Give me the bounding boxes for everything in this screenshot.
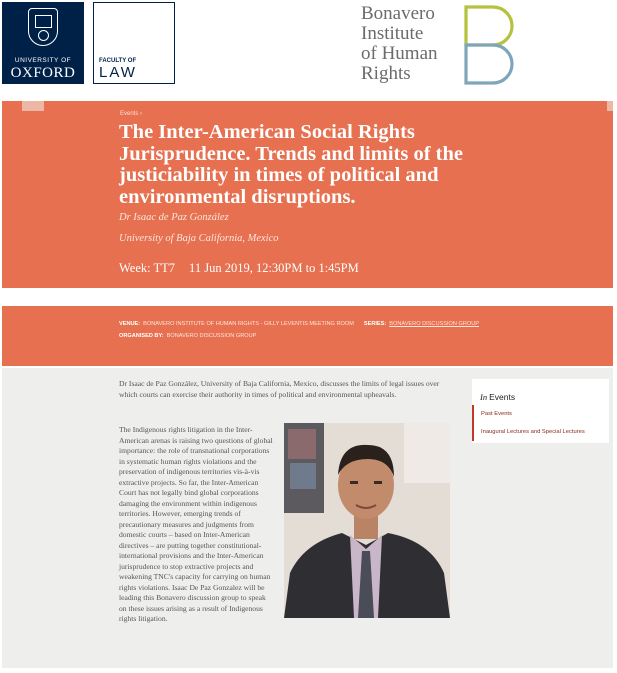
sidebar-in-label: In — [480, 392, 488, 402]
bonavero-line: Bonavero — [361, 3, 435, 24]
speaker-portrait-image — [284, 423, 450, 618]
sidebar-item-inaugural-lectures[interactable]: Inaugural Lectures and Special Lectures — [472, 423, 609, 441]
bonavero-line: of Human — [361, 43, 438, 64]
organiser-row — [119, 333, 266, 339]
sidebar-item-past-events[interactable]: Past Events — [472, 405, 609, 423]
faculty-of-text: FACULTY OF — [99, 58, 137, 64]
site-header — [0, 0, 617, 92]
bonavero-line: Institute — [361, 23, 424, 44]
law-text: LAW — [99, 64, 137, 81]
oxford-name-text: OXFORD — [10, 65, 76, 81]
venue-label: VENUE: — [119, 321, 141, 327]
oxford-university-text: UNIVERSITY OF — [14, 57, 72, 64]
event-content — [2, 368, 613, 668]
oxford-logo[interactable] — [2, 2, 84, 84]
body-text: The Indigenous rights litigation in the Inter-American arenas is raising two questions of global importance: the role of transnational corporations in systematic human rights violations and the preservation of indigenous territories vis-à-vis extractive projects. So far, the Inter-American Court has not legally bind global corporations damaging the environment within indigenous territories. However, emerging trends of precautionary measures and judgments from domestic courts – based on Inter-American directives – are putting together constitutional-international provisions and the Inter-American jurisprudence to stop extractive projects and weakening TNC's capacity for carrying on human rights violations. Isaac De Paz Gonzalez will be leading this Bonavero discussion group to speak on these issues arising as a result of Indigenous rights litigation. — [119, 425, 273, 623]
sidebar — [472, 379, 609, 443]
event-speaker: Dr Isaac de Paz González — [119, 212, 229, 223]
event-title: The Inter-American Social Rights Jurisprudence. Trends and limits of the justiciability in times of political and environmental disruptions. — [119, 121, 463, 208]
organised-value: BONAVERO DISCUSSION GROUP — [166, 333, 257, 339]
series-link[interactable]: BONAVERO DISCUSSION GROUP — [389, 321, 479, 327]
hero-decoration — [22, 101, 44, 111]
venue-row — [119, 321, 479, 327]
series-label: SERIES: — [363, 321, 387, 327]
oxford-crest-icon — [28, 8, 58, 46]
organised-label: ORGANISED BY: — [119, 333, 164, 339]
event-week: Week: TT7 — [119, 261, 176, 275]
faculty-of-law-logo[interactable] — [93, 2, 175, 84]
event-datetime — [119, 261, 373, 276]
intro-paragraph: Dr Isaac de Paz González, University of Baja California, Mexico, discusses the limits of legal issues over which courts can exercise their authority in times of political and environmental upheavals. — [119, 379, 440, 399]
event-details-band — [2, 306, 613, 366]
bonavero-line: Rights — [361, 63, 411, 84]
bonavero-b-icon — [463, 4, 523, 86]
event-hero — [2, 101, 613, 288]
breadcrumb[interactable]: Events › — [120, 111, 143, 117]
sidebar-heading — [480, 392, 515, 402]
event-date: 11 Jun 2019, 12:30PM to 1:45PM — [189, 261, 359, 275]
sidebar-heading-text: Events — [489, 392, 516, 402]
speaker-photo — [284, 423, 450, 618]
hero-decoration — [607, 101, 613, 111]
event-affiliation: University of Baja California, Mexico — [119, 233, 279, 244]
venue-value: BONAVERO INSTITUTE OF HUMAN RIGHTS - GILLY LEVENTIS MEETING ROOM — [143, 321, 354, 327]
bonavero-logo-text[interactable] — [361, 4, 471, 84]
